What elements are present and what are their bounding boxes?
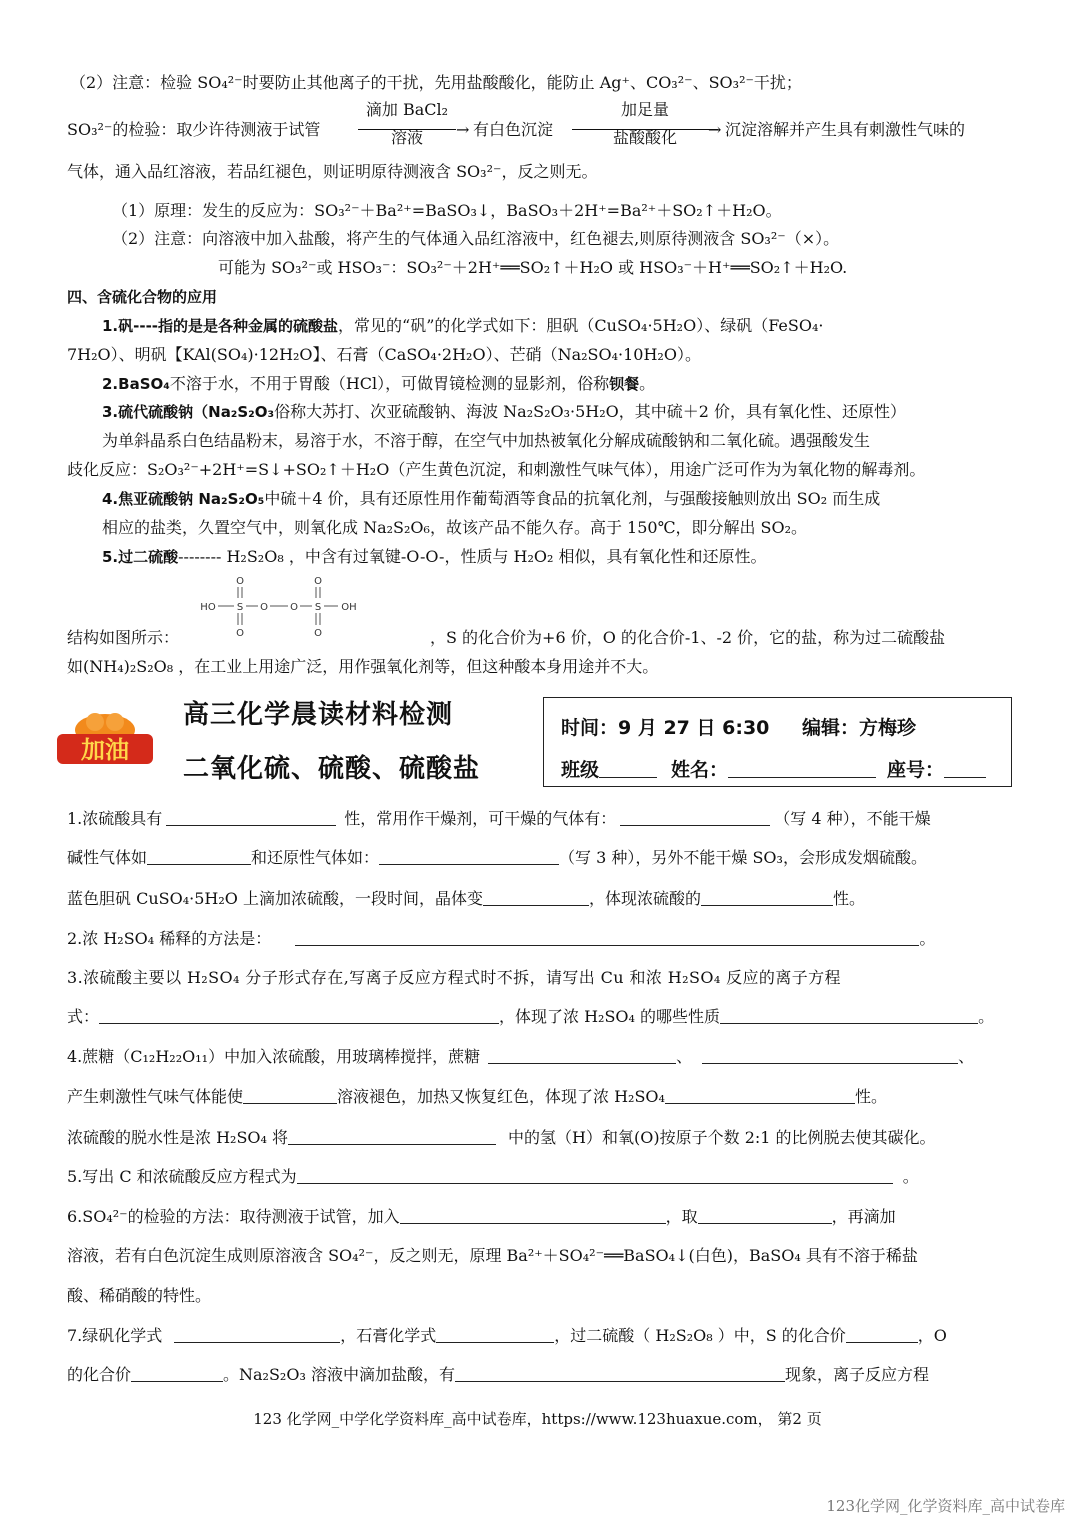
q1-text-i: 性。 [832,889,865,908]
q7-blank-3[interactable] [846,1326,918,1343]
q3-text-d: 。 [978,1007,995,1026]
jiayou-logo [55,708,155,768]
q1-blank-3[interactable] [147,848,251,865]
q7-blank-2[interactable] [436,1326,554,1343]
caution-line: （2）注意：向溶液中加入盐酸，将产生的气体通入品红溶液中，红色褪去,则原待测液含 SO₃²⁻（×）。 [112,229,840,248]
q1-line-1 [67,808,931,830]
o-bridge-1: O [260,602,268,613]
thiosulfate-term: 3.硫代硫酸钠（Na₂S₂O₃ [102,403,275,421]
q5-text-b: 。 [902,1167,919,1186]
q2-line [67,928,935,950]
q1-text-g: 蓝色胆矾 CuSO₄·5H₂O 上滴加浓硫酸，一段时间，晶体变 [67,889,483,908]
q7-line-1 [67,1325,947,1347]
caution-line-2: 可能为 SO₃²⁻或 HSO₃⁻：SO₃²⁻＋2H⁺══SO₂↑＋H₂O 或 HSO₃⁻＋H⁺══SO₂↑＋H₂O. [218,258,848,277]
q6-blank-1[interactable] [400,1207,666,1224]
q4-blank-5[interactable] [288,1128,496,1145]
q6-text-a: 6.SO₄²⁻的检验的方法：取待测液于试管，加入 [67,1207,400,1226]
section-4-heading: 四、含硫化合物的应用 [67,288,218,306]
q1-text-f: （写 3 种），另外不能干燥 SO₃，会形成发烟硫酸。 [559,848,927,867]
q7-blank-5[interactable] [455,1365,785,1382]
o-top-2: O [314,576,322,587]
s2-label: S [314,602,322,613]
q6-text-c: ，再滴加 [831,1207,896,1226]
alum-line-1 [102,315,823,337]
q1-blank-2[interactable] [620,809,770,826]
baso4-name: 钡餐 [609,375,640,393]
seat-label [887,755,986,782]
sheet-title: 高三化学晨读材料检测 [183,700,454,730]
thiosulfate-desc: 俗称大苏打、次亚硫酸钠、海波 Na₂S₂O₃·5H₂O，其中硫＋2 价，具有氧化性、还原性） [274,402,907,421]
q3-text-c: ，体现了浓 H₂SO₄ 的哪些性质 [499,1007,721,1026]
q3-line-1: 3.浓硫酸主要以 H₂SO₄ 分子形式存在,写离子反应方程式时不拆，请写出 Cu 和浓 H₂SO₄ 反应的离子方程 [67,968,841,987]
baso4-line [102,373,655,395]
name-label [671,755,876,782]
q2-text-a: 2.浓 H₂SO₄ 稀释的方法是： [67,929,272,948]
q4-line-1 [67,1046,974,1068]
o-bottom-2: O [314,628,322,638]
class-label-text: 班级 [561,759,600,781]
q4-text-c: 、 [958,1047,975,1066]
q4-blank-1[interactable] [488,1047,676,1064]
q5-line [67,1166,919,1188]
metabisulfite-desc: 中硫＋4 价，具有还原性用作葡萄酒等食品的抗氧化剂，与强酸接触则放出 SO₂ 而生成 [264,489,881,508]
alum-desc: ，常见的“矾”的化学式如下：胆矾（CuSO₄·5H₂O）、绿矾（FeSO₄· [338,316,824,335]
so3-test-line-a: SO₃²⁻的检验：取少许待测液于试管 [67,120,321,139]
q1-blank-5[interactable] [483,889,589,906]
q3-blank-2[interactable] [720,1007,978,1024]
q1-blank-1[interactable] [166,809,336,826]
oh-label: OH [341,602,357,613]
structure-line-c: 如(NH₄)₂S₂O₈ ，在工业上用途广泛，用作强氧化剂等，但这种酸本身用途并不大。 [67,657,659,676]
q7-blank-4[interactable] [131,1365,223,1382]
q4-blank-3[interactable] [243,1087,337,1104]
q5-blank[interactable] [297,1167,893,1184]
sheet-subtitle: 二氧化硫、硫酸、硫酸盐 [183,754,481,784]
structure-line-a: 结构如图所示： [67,628,180,647]
thiosulfate-line-1 [102,401,906,423]
persulfuric-desc: -------- H₂S₂O₈ ，中含有过氧键-O-O-，性质与 H₂O₂ 相似，具有氧化性和还原性。 [178,547,767,566]
q4-text-h: 中的氢（H）和氧(O)按原子个数 2:1 的比例脱去使其碳化。 [508,1128,936,1147]
thiosulfate-line-3: 歧化反应：S₂O₃²⁻+2H⁺=S↓+SO₂↑＋H₂O（产生黄色沉淀，和刺激性气味气体），用途广泛可作为为氧化物的解毒剂。 [67,460,926,479]
q4-line-2 [67,1086,887,1108]
ho-label: HO [200,602,216,613]
o-bottom-1: O [236,628,244,638]
watermark: 123化学网_化学资料库_高中试卷库 [826,1497,1065,1515]
thiosulfate-line-2: 为单斜晶系白色结晶粉末，易溶于水，不溶于醇，在空气中加热被氧化分解成硫酸钠和二氧化硫。遇强酸发生 [102,431,871,450]
o-bridge-2: O [290,602,298,613]
q1-blank-6[interactable] [701,889,833,906]
q4-text-f: 性。 [854,1087,887,1106]
time-label: 时间：9 月 27 日 6:30 [561,717,770,739]
q7-text-f: 。Na₂S₂O₃ 溶液中滴加盐酸，有 [223,1365,455,1384]
q6-blank-2[interactable] [698,1207,832,1224]
baso4-end: 。 [639,374,656,393]
q4-text-g: 浓硫酸的脱水性是浓 H₂SO₄ 将 [67,1128,289,1147]
q1-text-e: 和还原性气体如： [251,848,380,867]
structure-line-b: ，S 的化合价为+6 价，O 的化合价-1、-2 价，它的盐，称为过二硫酸盐 [430,628,946,647]
q1-line-3 [67,888,865,910]
name-label-text: 姓名： [671,759,729,781]
arrow2-bottom-label: 盐酸酸化 [612,128,677,147]
q7-text-c: ，过二硫酸（ H₂S₂O₈ ）中，S 的化合价 [554,1326,846,1345]
q7-text-g: 现象，离子反应方程 [784,1365,929,1384]
q1-text-b: 性，常用作干燥剂，可干燥的气体有： [344,809,617,828]
arrow1-head: → [456,120,470,139]
class-label [561,755,657,782]
q2-text-b: 。 [919,929,936,948]
persulfuric-structure-diagram [196,574,366,638]
q4-blank-2[interactable] [702,1047,958,1064]
q1-line-2 [67,847,927,869]
o-top-1: O [236,576,244,587]
q7-text-b: ，石膏化学式 [340,1326,437,1345]
persulfuric-term: 5.过二硫酸 [102,548,179,566]
q7-text-e: 的化合价 [67,1365,132,1384]
q7-blank-1[interactable] [174,1326,340,1343]
q3-blank-1[interactable] [99,1007,499,1024]
metabisulfite-term: 4.焦亚硫酸钠 Na₂S₂O₅ [102,490,265,508]
q7-text-d: ，O [917,1326,947,1345]
s1-label: S [236,602,244,613]
principle-line: （1）原理：发生的反应为：SO₃²⁻＋Ba²⁺=BaSO₃↓，BaSO₃＋2H⁺=Ba²⁺＋SO₂↑＋H₂O。 [112,201,782,220]
arrow1-bottom-label: 溶液 [390,128,423,147]
q1-text-h: ，体现浓硫酸的 [588,889,701,908]
q1-text-d: 碱性气体如 [67,848,148,867]
q4-text-e: 溶液褪色，加热又恢复红色，体现了浓 H₂SO₄ [337,1087,665,1106]
arrow1-top-label: 滴加 BaCl₂ [365,100,449,119]
q2-blank[interactable] [295,929,919,946]
q5-text-a: 5.写出 C 和浓硫酸反应方程式为 [67,1167,297,1186]
info-box [543,697,1012,787]
so3-test-line-c: 沉淀溶解并产生具有刺激性气味的 [725,120,966,139]
q3-line-2 [67,1006,994,1028]
baso4-term: 2.BaSO₄ [102,375,170,393]
q4-line-3 [67,1127,936,1149]
class-blank[interactable] [599,761,657,778]
q1-text-a: 1.浓硫酸具有 [67,809,163,828]
metabisulfite-line-1 [102,488,880,510]
alum-line-2: 7H₂O）、明矾【KAl(SO₄)·12H₂O】、石膏（CaSO₄·2H₂O）、芒硝（Na₂SO₄·10H₂O）。 [67,345,701,364]
persulfuric-line [102,546,767,568]
q4-text-a: 4.蔗糖（C₁₂H₂₂O₁₁）中加入浓硫酸，用玻璃棒搅拌，蔗糖 [67,1047,481,1066]
q1-blank-4[interactable] [379,848,559,865]
logo-text: 加油 [81,736,129,764]
page-footer: 123 化学网_中学化学资料库_高中试卷库，https://www.123huaxue.com， 第2 页 [253,1410,822,1428]
baso4-desc: 不溶于水，不用于胃酸（HCl），可做胃镜检测的显影剂，俗称 [169,374,610,393]
seat-label-text: 座号： [887,759,945,781]
editor-label: 编辑：方梅珍 [802,717,917,739]
note-line-1: （2）注意：检验 SO₄²⁻时要防止其他离子的干扰，先用盐酸酸化，能防止 Ag⁺、CO₃²⁻、SO₃²⁻干扰； [70,73,802,92]
q4-text-d: 产生刺激性气味气体能使 [67,1087,244,1106]
arrow2-top-label: 加足量 [620,100,669,119]
q6-line-1 [67,1206,896,1228]
name-blank[interactable] [728,761,876,778]
q1-text-c: （写 4 种），不能干燥 [774,809,931,828]
q4-text-b: 、 [676,1047,693,1066]
q4-blank-4[interactable] [665,1087,855,1104]
q3-text-b: 式： [67,1007,100,1026]
q6-line-2: 溶液，若有白色沉淀生成则原溶液含 SO₄²⁻，反之则无，原理 Ba²⁺＋SO₄²⁻══BaSO₄↓(白色)，BaSO₄ 具有不溶于稀盐 [67,1246,918,1265]
alum-term: 1.矾----指的是是各种金属的硫酸盐 [102,317,339,335]
arrow2-head: → [708,120,722,139]
q6-line-3: 酸、稀硝酸的特性。 [67,1286,212,1305]
so3-test-line-d: 气体，通入品红溶液，若品红褪色，则证明原待测液含 SO₃²⁻，反之则无。 [67,162,598,181]
so3-test-line-b: 有白色沉淀 [473,120,554,139]
q7-text-a: 7.绿矾化学式 [67,1326,163,1345]
q7-line-2 [67,1364,929,1386]
metabisulfite-line-2: 相应的盐类，久置空气中，则氧化成 Na₂S₂O₆，故该产品不能久存。高于 150℃，即分解出 SO₂。 [102,518,808,537]
seat-blank[interactable] [944,761,986,778]
q6-text-b: ，取 [665,1207,698,1226]
